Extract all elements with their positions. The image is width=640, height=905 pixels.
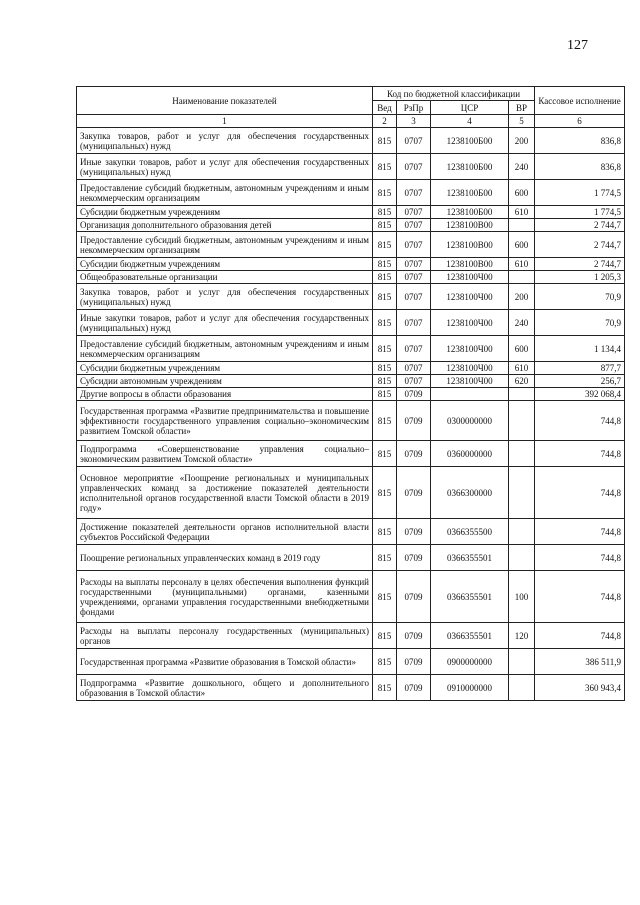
cell-vr: 620 xyxy=(509,375,535,388)
cell-csr: 1238100Ч00 xyxy=(431,375,509,388)
cell-ved: 815 xyxy=(373,310,397,336)
cell-rzpr: 0707 xyxy=(397,362,431,375)
cell-amount: 1 134,4 xyxy=(535,336,625,362)
cell-csr: 1238100Б00 xyxy=(431,154,509,180)
cell-amount: 744,8 xyxy=(535,401,625,441)
table-row xyxy=(77,310,625,336)
cell-amount: 256,7 xyxy=(535,375,625,388)
cell-ved: 815 xyxy=(373,519,397,545)
cell-vr xyxy=(509,649,535,675)
table-row xyxy=(77,649,625,675)
table-row xyxy=(77,375,625,388)
table-row xyxy=(77,623,625,649)
cell-csr: 1238100В00 xyxy=(431,232,509,258)
cell-vr: 200 xyxy=(509,284,535,310)
table-row xyxy=(77,441,625,467)
cell-rzpr: 0707 xyxy=(397,336,431,362)
cell-amount: 1 774,5 xyxy=(535,180,625,206)
cell-vr: 600 xyxy=(509,180,535,206)
cell-csr: 1238100В00 xyxy=(431,219,509,232)
cell-csr: 1238100Ч00 xyxy=(431,271,509,284)
cell-name: Достижение показателей деятельности органов исполнительной власти субъектов Российской Федерации xyxy=(77,519,373,545)
cell-rzpr: 0707 xyxy=(397,180,431,206)
cell-rzpr: 0709 xyxy=(397,519,431,545)
cell-vr xyxy=(509,519,535,545)
cell-amount: 836,8 xyxy=(535,154,625,180)
cell-vr: 100 xyxy=(509,571,535,623)
cell-csr: 1238100Ч00 xyxy=(431,362,509,375)
cell-vr: 610 xyxy=(509,258,535,271)
cell-amount: 744,8 xyxy=(535,519,625,545)
cell-ved: 815 xyxy=(373,545,397,571)
cell-name: Основное мероприятие «Поощрение региональных и муниципальных управленческих команд за достижение показателей деятельности исполнительной органов государственной власти Томской области в 2019 году» xyxy=(77,467,373,519)
cell-vr: 120 xyxy=(509,623,535,649)
cell-ved: 815 xyxy=(373,571,397,623)
table-row xyxy=(77,271,625,284)
cell-ved: 815 xyxy=(373,232,397,258)
cell-ved: 815 xyxy=(373,623,397,649)
cell-vr xyxy=(509,467,535,519)
table-row xyxy=(77,336,625,362)
column-numbers-row xyxy=(77,115,625,128)
cell-rzpr: 0709 xyxy=(397,401,431,441)
table-row xyxy=(77,388,625,401)
cell-csr: 0366355501 xyxy=(431,623,509,649)
cell-vr xyxy=(509,219,535,232)
cell-rzpr: 0707 xyxy=(397,128,431,154)
cell-amount: 1 205,3 xyxy=(535,271,625,284)
cell-name: Иные закупки товаров, работ и услуг для обеспечения государственных (муниципальных) нужд xyxy=(77,310,373,336)
cell-amount: 70,9 xyxy=(535,284,625,310)
cell-csr: 1238100Ч00 xyxy=(431,336,509,362)
header-name: Наименование показателей xyxy=(77,87,373,115)
header-rzpr: РзПр xyxy=(397,101,431,115)
cell-rzpr: 0707 xyxy=(397,154,431,180)
table-row xyxy=(77,519,625,545)
cell-amount: 744,8 xyxy=(535,441,625,467)
cell-ved: 815 xyxy=(373,180,397,206)
cell-amount: 744,8 xyxy=(535,571,625,623)
cell-vr xyxy=(509,271,535,284)
cell-name: Субсидии бюджетным учреждениям xyxy=(77,206,373,219)
cell-csr: 0366355501 xyxy=(431,545,509,571)
column-number: 1 xyxy=(77,115,373,128)
cell-csr: 1238100Ч00 xyxy=(431,284,509,310)
cell-amount: 1 774,5 xyxy=(535,206,625,219)
cell-name: Подпрограмма «Развитие дошкольного, общего и дополнительного образования в Томской области» xyxy=(77,675,373,701)
cell-rzpr: 0709 xyxy=(397,545,431,571)
column-number: 2 xyxy=(373,115,397,128)
cell-csr: 1238100Б00 xyxy=(431,206,509,219)
cell-rzpr: 0707 xyxy=(397,284,431,310)
cell-name: Государственная программа «Развитие предпринимательства и повышение эффективности государственного управления социально–экономическим развитием Томской области» xyxy=(77,401,373,441)
table-row xyxy=(77,675,625,701)
cell-ved: 815 xyxy=(373,362,397,375)
cell-vr: 610 xyxy=(509,206,535,219)
cell-amount: 386 511,9 xyxy=(535,649,625,675)
cell-amount: 744,8 xyxy=(535,623,625,649)
cell-name: Закупка товаров, работ и услуг для обеспечения государственных (муниципальных) нужд xyxy=(77,284,373,310)
cell-rzpr: 0707 xyxy=(397,219,431,232)
cell-rzpr: 0707 xyxy=(397,310,431,336)
cell-vr: 600 xyxy=(509,336,535,362)
cell-vr xyxy=(509,675,535,701)
cell-amount: 2 744,7 xyxy=(535,258,625,271)
cell-ved: 815 xyxy=(373,284,397,310)
cell-name: Субсидии бюджетным учреждениям xyxy=(77,362,373,375)
header-ved: Вед xyxy=(373,101,397,115)
cell-ved: 815 xyxy=(373,271,397,284)
column-number: 4 xyxy=(431,115,509,128)
cell-amount: 360 943,4 xyxy=(535,675,625,701)
cell-name: Субсидии автономным учреждениям xyxy=(77,375,373,388)
cell-csr: 1238100Ч00 xyxy=(431,310,509,336)
header-code-group: Код по бюджетной классификации xyxy=(373,87,535,101)
cell-amount: 744,8 xyxy=(535,467,625,519)
cell-rzpr: 0707 xyxy=(397,206,431,219)
cell-name: Общеобразовательные организации xyxy=(77,271,373,284)
header-vr: ВР xyxy=(509,101,535,115)
cell-csr: 1238100В00 xyxy=(431,258,509,271)
cell-name: Поощрение региональных управленческих команд в 2019 году xyxy=(77,545,373,571)
cell-rzpr: 0709 xyxy=(397,623,431,649)
cell-csr: 1238100Б00 xyxy=(431,180,509,206)
cell-vr: 200 xyxy=(509,128,535,154)
cell-vr xyxy=(509,388,535,401)
table-row xyxy=(77,154,625,180)
table-row xyxy=(77,232,625,258)
cell-name: Расходы на выплаты персоналу государственных (муниципальных) органов xyxy=(77,623,373,649)
cell-csr: 1238100Б00 xyxy=(431,128,509,154)
cell-amount: 2 744,7 xyxy=(535,232,625,258)
cell-vr: 240 xyxy=(509,154,535,180)
table-row xyxy=(77,219,625,232)
cell-rzpr: 0709 xyxy=(397,441,431,467)
table-row xyxy=(77,362,625,375)
cell-rzpr: 0709 xyxy=(397,571,431,623)
column-number: 5 xyxy=(509,115,535,128)
budget-table xyxy=(76,86,625,701)
cell-rzpr: 0709 xyxy=(397,675,431,701)
cell-ved: 815 xyxy=(373,206,397,219)
cell-name: Предоставление субсидий бюджетным, автономным учреждениям и иным некоммерческим организациям xyxy=(77,180,373,206)
cell-name: Организация дополнительного образования детей xyxy=(77,219,373,232)
column-number: 6 xyxy=(535,115,625,128)
cell-csr: 0366300000 xyxy=(431,467,509,519)
header-execution: Кассовое исполнение xyxy=(535,87,625,115)
cell-rzpr: 0709 xyxy=(397,467,431,519)
page-number: 127 xyxy=(567,38,588,53)
cell-amount: 2 744,7 xyxy=(535,219,625,232)
cell-amount: 877,7 xyxy=(535,362,625,375)
cell-ved: 815 xyxy=(373,154,397,180)
cell-csr: 0366355500 xyxy=(431,519,509,545)
cell-name: Другие вопросы в области образования xyxy=(77,388,373,401)
cell-vr: 600 xyxy=(509,232,535,258)
cell-csr: 0366355501 xyxy=(431,571,509,623)
cell-name: Государственная программа «Развитие образования в Томской области» xyxy=(77,649,373,675)
cell-ved: 815 xyxy=(373,467,397,519)
cell-ved: 815 xyxy=(373,441,397,467)
cell-vr: 240 xyxy=(509,310,535,336)
table-row xyxy=(77,545,625,571)
table-body xyxy=(77,128,625,701)
cell-name: Предоставление субсидий бюджетным, автономным учреждениям и иным некоммерческим организациям xyxy=(77,336,373,362)
cell-name: Закупка товаров, работ и услуг для обеспечения государственных (муниципальных) нужд xyxy=(77,128,373,154)
cell-rzpr: 0707 xyxy=(397,375,431,388)
table-row xyxy=(77,284,625,310)
cell-ved: 815 xyxy=(373,258,397,271)
cell-name: Подпрограмма «Совершенствование управления социально–экономическим развитием Томской области» xyxy=(77,441,373,467)
cell-rzpr: 0707 xyxy=(397,232,431,258)
table-row xyxy=(77,571,625,623)
cell-amount: 70,9 xyxy=(535,310,625,336)
cell-ved: 815 xyxy=(373,388,397,401)
cell-csr: 0910000000 xyxy=(431,675,509,701)
cell-ved: 815 xyxy=(373,675,397,701)
cell-csr xyxy=(431,388,509,401)
header-csr: ЦСР xyxy=(431,101,509,115)
column-number: 3 xyxy=(397,115,431,128)
cell-ved: 815 xyxy=(373,128,397,154)
cell-ved: 815 xyxy=(373,219,397,232)
cell-name: Иные закупки товаров, работ и услуг для обеспечения государственных (муниципальных) нужд xyxy=(77,154,373,180)
cell-ved: 815 xyxy=(373,401,397,441)
cell-rzpr: 0709 xyxy=(397,649,431,675)
cell-ved: 815 xyxy=(373,336,397,362)
cell-ved: 815 xyxy=(373,375,397,388)
cell-name: Предоставление субсидий бюджетным, автономным учреждениям и иным некоммерческим организациям xyxy=(77,232,373,258)
cell-rzpr: 0707 xyxy=(397,271,431,284)
table-row xyxy=(77,401,625,441)
cell-name: Субсидии бюджетным учреждениям xyxy=(77,258,373,271)
cell-csr: 0360000000 xyxy=(431,441,509,467)
cell-rzpr: 0707 xyxy=(397,258,431,271)
cell-amount: 836,8 xyxy=(535,128,625,154)
cell-rzpr: 0709 xyxy=(397,388,431,401)
table-row xyxy=(77,258,625,271)
cell-vr xyxy=(509,401,535,441)
cell-vr xyxy=(509,441,535,467)
cell-csr: 0900000000 xyxy=(431,649,509,675)
table-row xyxy=(77,180,625,206)
cell-name: Расходы на выплаты персоналу в целях обеспечения выполнения функций государственными (муниципальными) органами, казенными учреждениями, органами управления государственными внебюджетными фондами xyxy=(77,571,373,623)
cell-ved: 815 xyxy=(373,649,397,675)
table-row xyxy=(77,206,625,219)
cell-amount: 744,8 xyxy=(535,545,625,571)
cell-amount: 392 068,4 xyxy=(535,388,625,401)
cell-vr xyxy=(509,545,535,571)
table-row xyxy=(77,128,625,154)
cell-csr: 0300000000 xyxy=(431,401,509,441)
table-row xyxy=(77,467,625,519)
cell-vr: 610 xyxy=(509,362,535,375)
